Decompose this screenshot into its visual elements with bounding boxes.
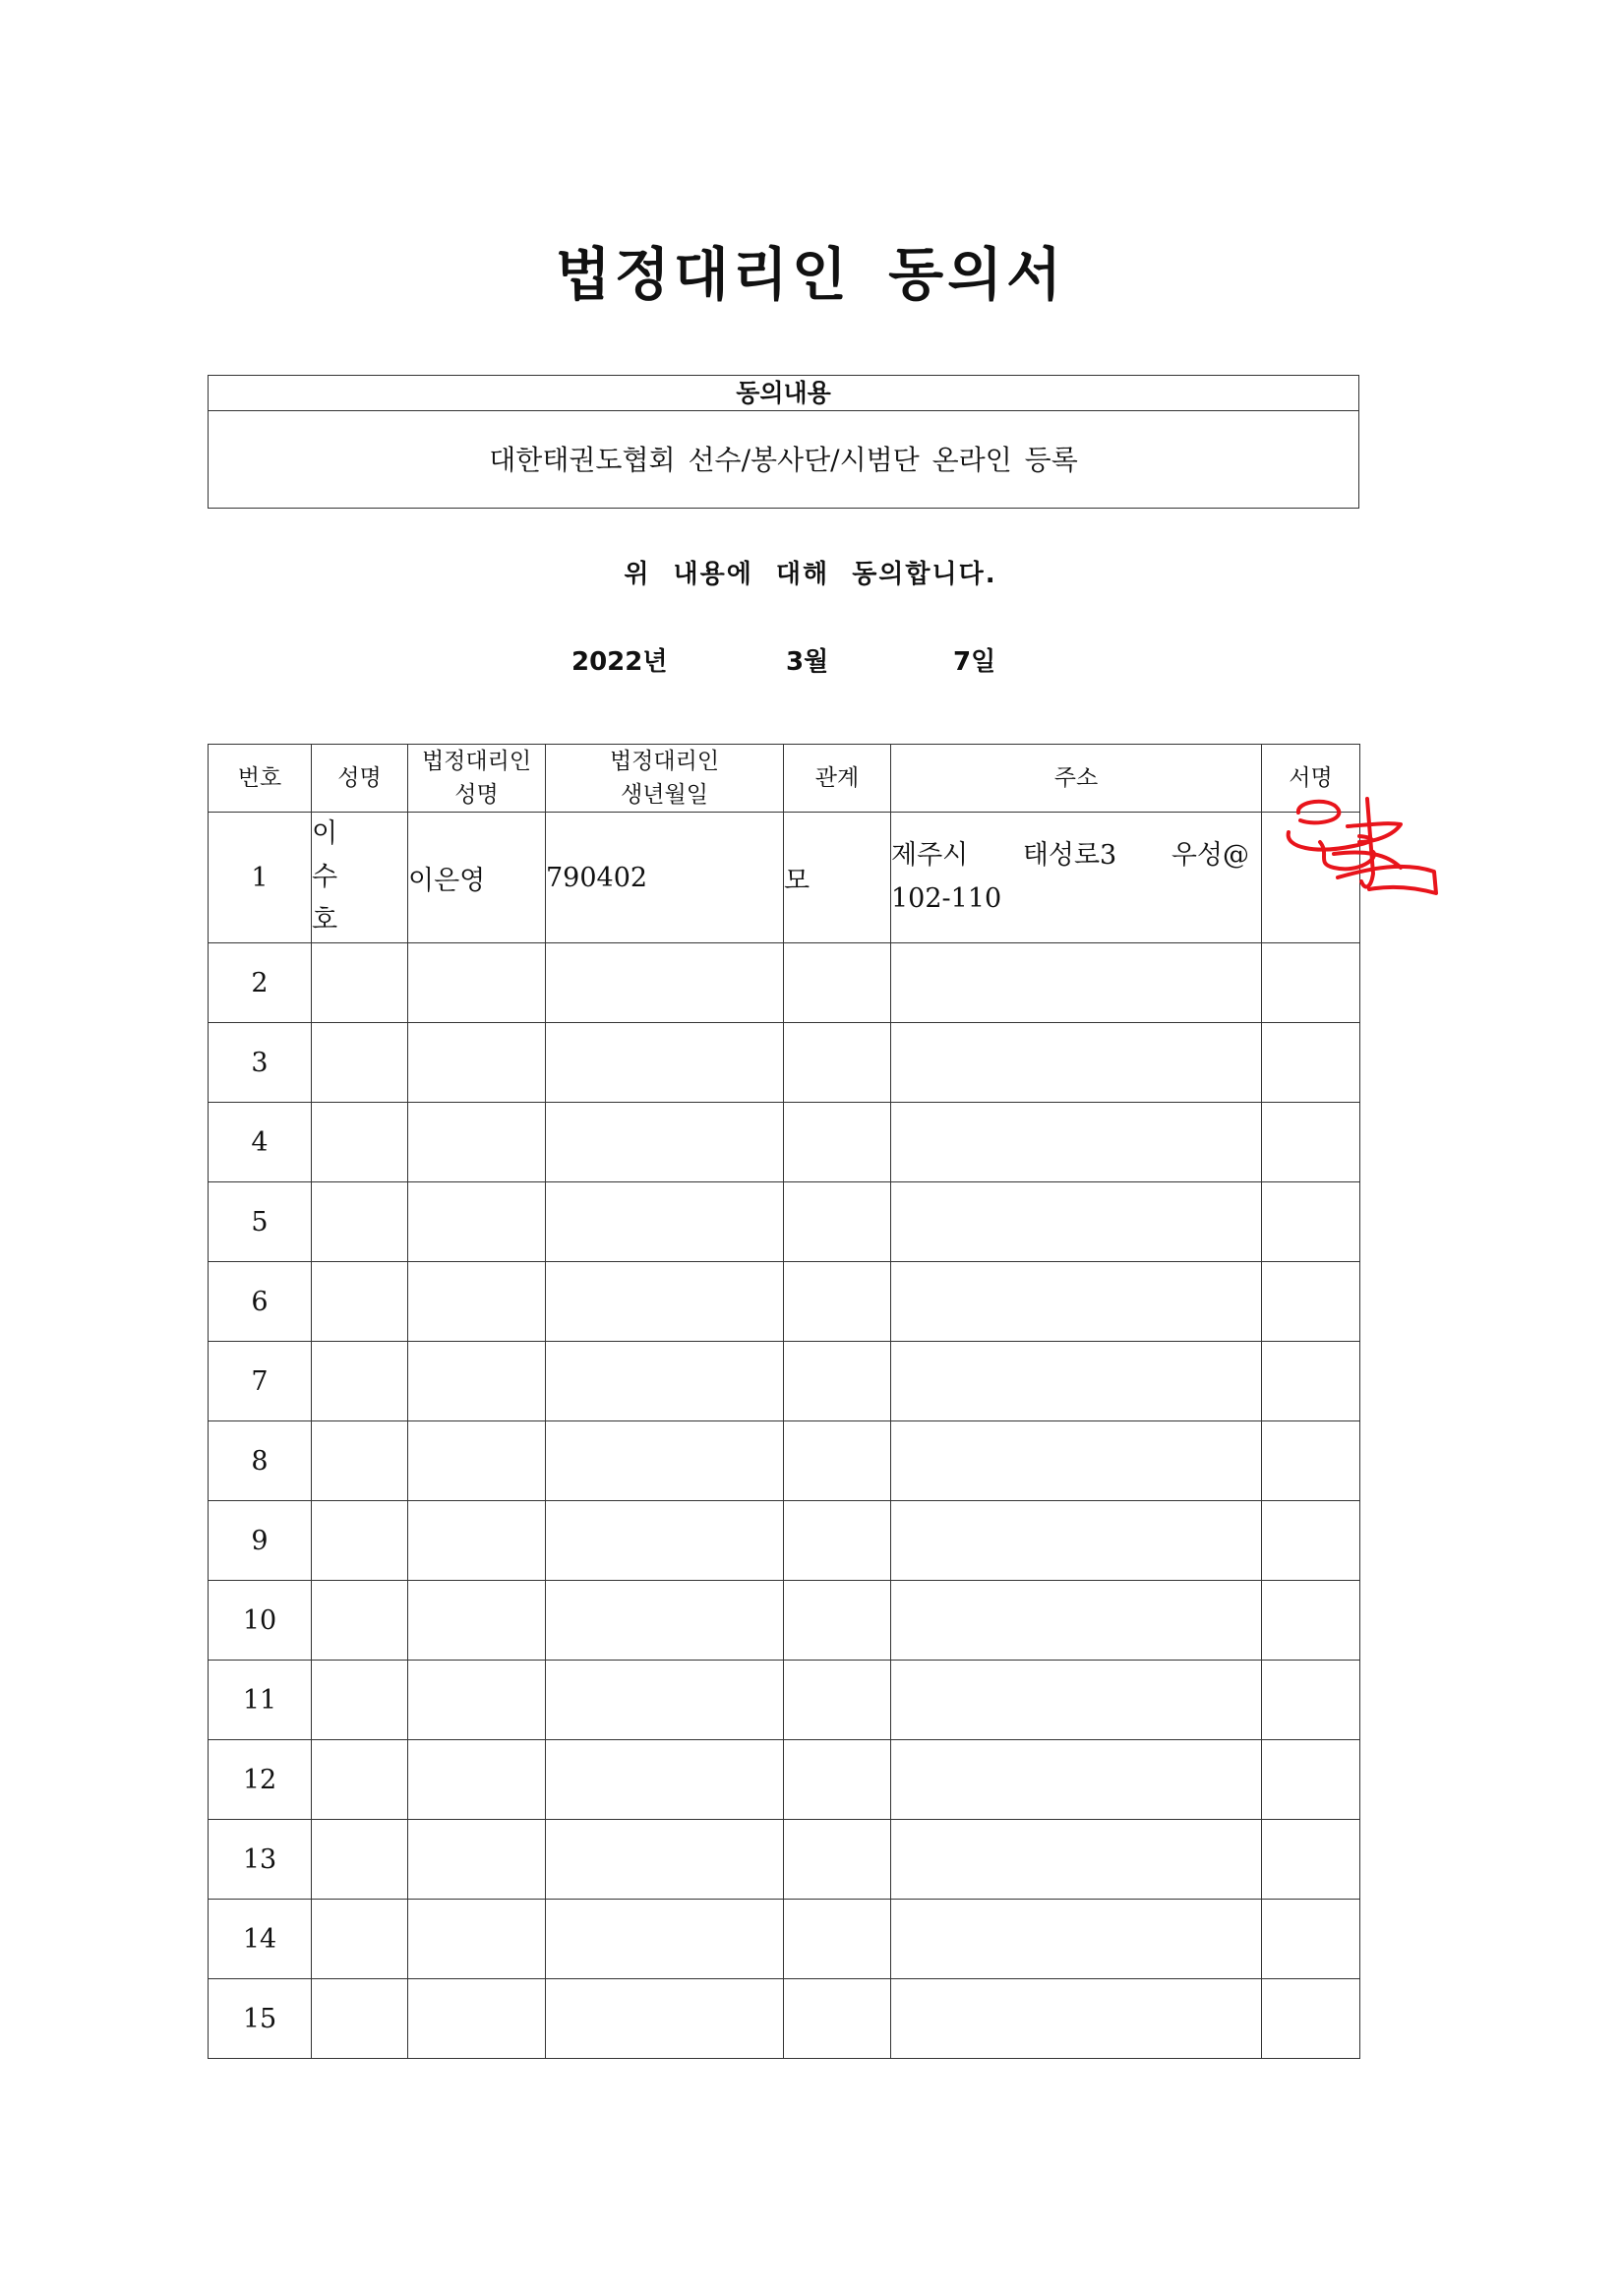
table-row xyxy=(209,1661,1360,1740)
table-row xyxy=(209,813,1360,943)
table-row xyxy=(209,1262,1360,1342)
registration-table xyxy=(208,744,1360,2059)
date-day: 7일 xyxy=(953,647,996,677)
row-number: 1 xyxy=(209,813,312,943)
table-row xyxy=(209,1103,1360,1182)
address-part: 태성로3 xyxy=(1022,840,1117,871)
participant-name-line1: 이 수 xyxy=(312,818,354,892)
header-relation: 관계 xyxy=(784,745,891,813)
row-number: 9 xyxy=(209,1501,312,1581)
guardian-birthdate: 790402 xyxy=(546,813,784,943)
row-number: 3 xyxy=(209,1023,312,1103)
header-no: 번호 xyxy=(209,745,312,813)
address-part: 우성@ xyxy=(1171,840,1249,871)
table-header-row xyxy=(209,745,1360,813)
header-guardian-birth xyxy=(546,745,784,813)
table-row xyxy=(209,1501,1360,1581)
row-number: 4 xyxy=(209,1103,312,1182)
row-number: 12 xyxy=(209,1740,312,1820)
table-row xyxy=(209,1182,1360,1262)
row-number: 8 xyxy=(209,1421,312,1501)
participant-name xyxy=(312,813,408,943)
row-number: 13 xyxy=(209,1820,312,1900)
header-guardian-birth-line2: 생년월일 xyxy=(621,782,708,808)
participant-name-line2: 호 xyxy=(312,905,354,936)
table-row xyxy=(209,1342,1360,1421)
document-title: 법정대리인 동의서 xyxy=(555,241,1066,308)
row-number: 7 xyxy=(209,1342,312,1421)
table-row xyxy=(209,1740,1360,1820)
row-number: 11 xyxy=(209,1661,312,1740)
table-row xyxy=(209,1979,1360,2059)
table-row xyxy=(209,1421,1360,1501)
row-number: 5 xyxy=(209,1182,312,1262)
row-number: 14 xyxy=(209,1900,312,1979)
row-number: 2 xyxy=(209,943,312,1023)
handwritten-signature xyxy=(1277,793,1442,897)
header-guardian-name-line2: 성명 xyxy=(454,782,499,808)
header-signature: 서명 xyxy=(1262,745,1360,813)
header-guardian-name-line1: 법정대리인 xyxy=(421,749,532,774)
header-address: 주소 xyxy=(891,745,1262,813)
table-row xyxy=(209,943,1360,1023)
address xyxy=(891,813,1262,943)
consent-content: 대한태권도협회 선수/봉사단/시범단 온라인 등록 xyxy=(489,444,1078,476)
table-row xyxy=(209,1900,1360,1979)
consent-header: 동의내용 xyxy=(209,376,1358,411)
row-number: 15 xyxy=(209,1979,312,2059)
table-row xyxy=(209,1023,1360,1103)
agreement-statement: 위 내용에 대해 동의합니다. xyxy=(624,560,997,589)
header-name: 성명 xyxy=(312,745,408,813)
table-row xyxy=(209,1820,1360,1900)
date-month: 3월 xyxy=(786,647,829,677)
row-number: 6 xyxy=(209,1262,312,1342)
address-part: 제주시 xyxy=(891,840,969,871)
guardian-name: 이은영 xyxy=(408,813,546,943)
date-year: 2022년 xyxy=(571,647,668,677)
relation: 모 xyxy=(784,813,891,943)
address-line2: 102-110 xyxy=(891,883,1002,914)
table-row xyxy=(209,1581,1360,1661)
header-guardian-name xyxy=(408,745,546,813)
header-guardian-birth-line1: 법정대리인 xyxy=(609,749,720,774)
consent-box xyxy=(208,375,1359,509)
row-number: 10 xyxy=(209,1581,312,1661)
address-line1 xyxy=(891,834,1261,877)
